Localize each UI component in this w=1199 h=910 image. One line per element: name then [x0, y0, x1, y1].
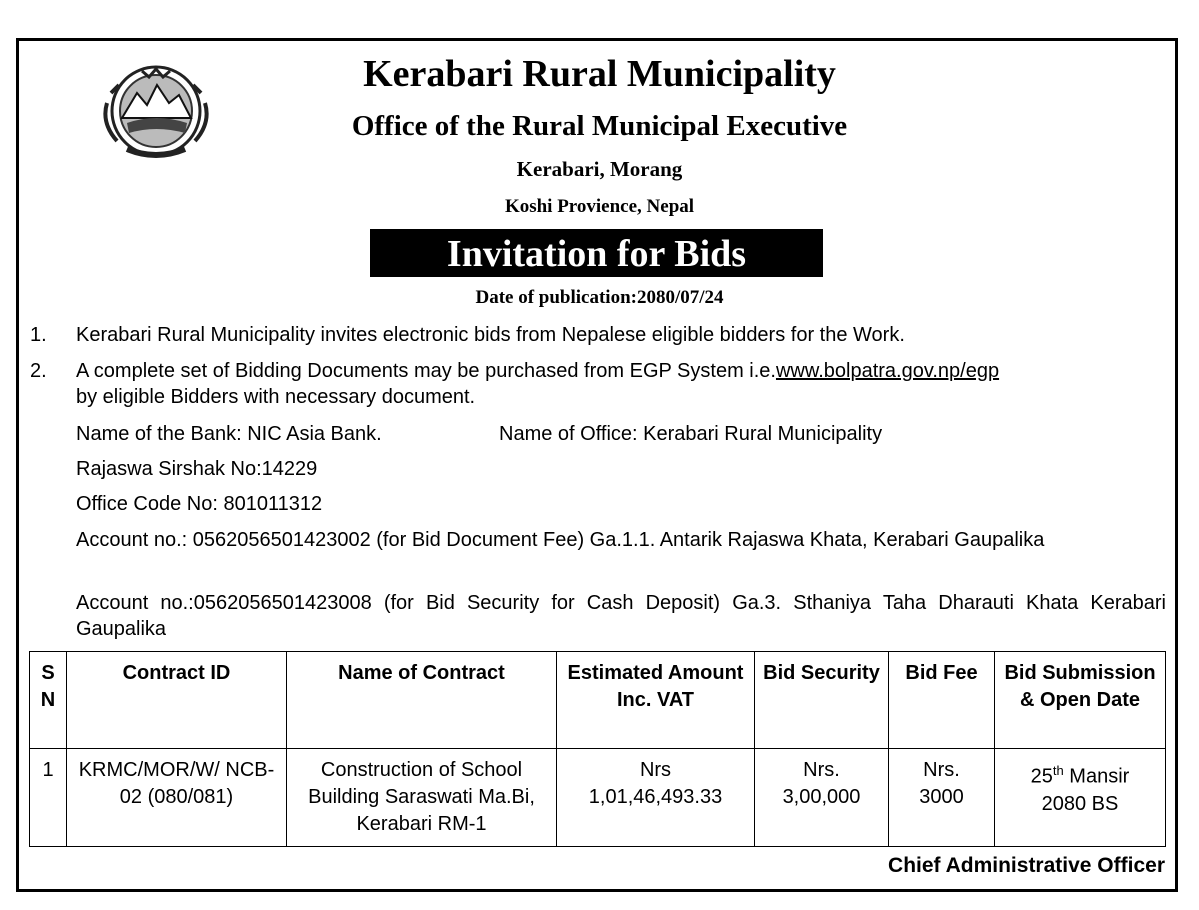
cell-bid-security: Nrs. 3,00,000: [755, 749, 889, 847]
bids-table: [29, 651, 1166, 847]
address-line-1: Kerabari, Morang: [516, 157, 683, 181]
item-text-1: Kerabari Rural Municipality invites electronic bids from Nepalese eligible bidders for the Work.: [76, 324, 905, 346]
cell-estimated-amount: Nrs 1,01,46,493.33: [557, 749, 755, 847]
bolpatra-link[interactable]: www.bolpatra.gov.np/egp: [775, 360, 1000, 382]
account-bid-fee: Account no.: 0562056501423002 (for Bid Document Fee) Ga.1.1. Antarik Rajaswa Khata, Kerabari Gaupalika: [76, 529, 1045, 551]
header-contract-name: Name of Contract: [287, 652, 557, 749]
account-bid-security: Account no.:0562056501423008 (for Bid Security for Cash Deposit) Ga.3. Sthaniya Taha Dharauti Khata Kerabari Gaupalika: [76, 592, 1166, 640]
item-text-2: [76, 358, 1166, 410]
table-header-row: [30, 652, 1166, 749]
header-sn: S N: [30, 652, 67, 749]
address-line-2: Koshi Provience, Nepal: [504, 196, 695, 217]
rajaswa-sirshak: Rajaswa Sirshak No:14229: [76, 458, 318, 480]
cell-bid-fee: Nrs. 3000: [889, 749, 995, 847]
cell-submission-date: 25th Mansir 2080 BS: [995, 749, 1166, 847]
table-row: [30, 749, 1166, 847]
cell-contract-id: KRMC/MOR/W/ NCB-02 (080/081): [67, 749, 287, 847]
header-estimated-amount: Estimated Amount Inc. VAT: [557, 652, 755, 749]
invitation-banner: Invitation for Bids: [370, 229, 823, 277]
office-name: Name of Office: Kerabari Rural Municipality: [499, 423, 883, 445]
cell-contract-name: Construction of School Building Saraswati Ma.Bi, Kerabari RM-1: [287, 749, 557, 847]
header-submission-date: Bid Submission & Open Date: [995, 652, 1166, 749]
municipality-title: Kerabari Rural Municipality: [363, 53, 836, 95]
item-text-2-after: by eligible Bidders with necessary document.: [76, 386, 476, 408]
header-bid-security: Bid Security: [755, 652, 889, 749]
bank-name: Name of the Bank: NIC Asia Bank.: [76, 423, 382, 445]
item-text-2-before: A complete set of Bidding Documents may be purchased from EGP System i.e.: [76, 360, 776, 382]
publication-date: Date of publication:2080/07/24: [475, 287, 724, 308]
office-subtitle: Office of the Rural Municipal Executive: [351, 110, 848, 142]
header-contract-id: Contract ID: [67, 652, 287, 749]
signature-title: Chief Administrative Officer: [888, 854, 1165, 877]
item-number-2: 2.: [30, 360, 47, 382]
header-bid-fee: Bid Fee: [889, 652, 995, 749]
office-code: Office Code No: 801011312: [76, 493, 323, 515]
item-number-1: 1.: [30, 324, 47, 346]
cell-sn: 1: [30, 749, 67, 847]
